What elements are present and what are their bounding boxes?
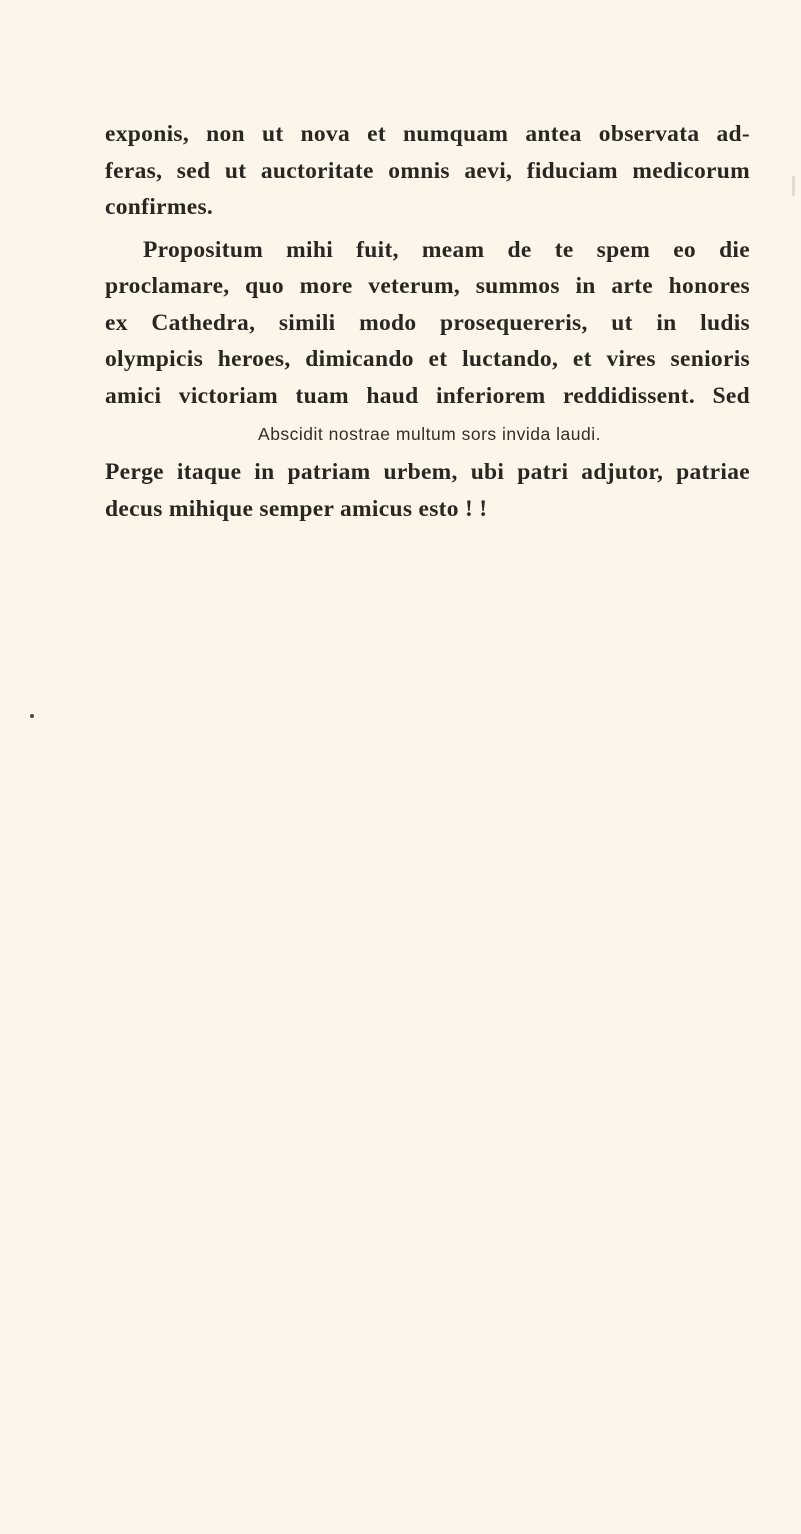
ink-speck — [30, 714, 34, 718]
text-line: feras, sed ut auctoritate omnis aevi, fiduciam medicorum — [105, 157, 750, 184]
text-line: ex Cathedra, simili modo prosequereris, ut in ludis — [105, 309, 750, 336]
body-text — [105, 116, 750, 527]
text-line: exponis, non ut nova et numquam antea observata ad- — [105, 121, 750, 147]
paragraph-3 — [105, 454, 750, 527]
page-edge-mark — [792, 176, 795, 196]
text-line: amici victoriam tuam haud inferiorem reddidissent. Sed — [105, 382, 750, 409]
text-line: proclamare, quo more veterum, summos in arte honores — [105, 273, 750, 299]
paragraph-1 — [105, 116, 750, 226]
text-line: olympicis heroes, dimicando et luctando, et vires senioris — [105, 346, 750, 372]
text-line: confirmes. — [105, 194, 214, 220]
text-line: decus mihique semper amicus esto ! ! — [105, 495, 488, 522]
text-line: Perge itaque in patriam urbem, ubi patri adjutor, patriae — [105, 459, 750, 485]
text-line: Propositum mihi fuit, meam de te spem eo die — [143, 236, 750, 263]
verse-quote: Abscidit nostrae multum sors invida laudi. — [258, 424, 601, 444]
paragraph-2 — [105, 232, 750, 415]
